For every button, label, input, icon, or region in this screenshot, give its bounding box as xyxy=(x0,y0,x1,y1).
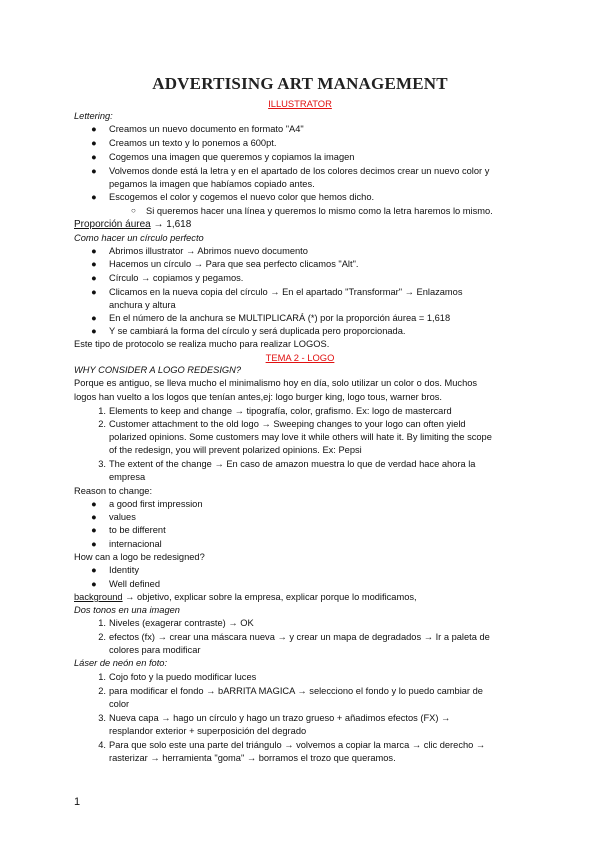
bullet-icon: ● xyxy=(91,246,97,256)
circle-bullet-icon: ○ xyxy=(131,206,136,215)
numbered-item-line: color xyxy=(109,699,130,709)
numbered-item-line: Customer attachment to the old logo → Sweeping changes to your logo can often yield xyxy=(109,419,466,429)
bullet-icon: ● xyxy=(91,287,97,297)
list-number: 1. xyxy=(98,672,106,682)
section-subtitle-illustrator: ILLUSTRATOR xyxy=(268,98,332,109)
list-item: Identity xyxy=(109,565,139,575)
how-heading: How can a logo be redesigned? xyxy=(74,552,205,562)
list-number: 1. xyxy=(98,618,106,628)
list-item: Abrimos illustrator → Abrimos nuevo documento xyxy=(109,246,308,256)
list-number: 2. xyxy=(98,632,106,642)
numbered-item-line: colores para modificar xyxy=(109,645,201,655)
bullet-icon: ● xyxy=(91,138,97,148)
page-number: 1 xyxy=(74,796,81,808)
list-number: 3. xyxy=(98,459,106,469)
golden-ratio-value: → 1,618 xyxy=(150,219,192,230)
list-item: Círculo → copiamos y pegamos. xyxy=(109,273,244,283)
bullet-icon: ● xyxy=(91,579,97,589)
numbered-item-line: para modificar el fondo → bARRITA MAGICA → selecciono el fondo y lo puedo cambiar de xyxy=(109,686,483,696)
list-number: 3. xyxy=(98,713,106,723)
background-label: background xyxy=(74,592,123,602)
bullet-icon: ● xyxy=(91,499,97,509)
why-heading: WHY CONSIDER A LOGO REDESIGN? xyxy=(74,365,242,375)
list-item: Creamos un nuevo documento en formato "A4" xyxy=(109,124,304,134)
numbered-item-line: polarized opinions. Some customers may love it while others will hate it. By limiting the scope xyxy=(109,432,492,442)
bullet-icon: ● xyxy=(91,152,97,162)
list-item: to be different xyxy=(109,525,166,535)
list-number: 2. xyxy=(98,686,106,696)
golden-ratio-line xyxy=(74,219,534,231)
list-item: Well defined xyxy=(109,579,160,589)
list-item: En el número de la anchura se MULTIPLICARÁ (*) por la proporción áurea = 1,618 xyxy=(109,313,451,323)
reason-heading: Reason to change: xyxy=(74,486,153,496)
bullet-icon: ● xyxy=(91,525,97,535)
numbered-item-line: empresa xyxy=(109,472,146,482)
numbered-item-line: Para que solo este una parte del triángulo → volvemos a copiar la marca → clic derecho → xyxy=(109,740,486,750)
why-paragraph-line: Porque es antiguo, se lleva mucho el minimalismo hoy en día, solo utilizar un color o dos. Muchos xyxy=(74,378,478,388)
list-number: 2. xyxy=(98,419,106,429)
golden-ratio-label: Proporción áurea xyxy=(74,219,151,230)
numbered-item-line: Cojo foto y la puedo modificar luces xyxy=(109,672,257,682)
laser-heading: Láser de neón en foto: xyxy=(74,658,168,668)
numbered-item-line: Nueva capa → hago un círculo y hago un trazo grueso + añadimos efectos (FX) → xyxy=(109,713,451,723)
background-line xyxy=(74,592,534,604)
bullet-icon: ● xyxy=(91,512,97,522)
numbered-item-line: rasterizar → herramienta "goma" → borramos el trozo que queramos. xyxy=(109,753,396,763)
lettering-heading: Lettering: xyxy=(74,111,113,121)
bullet-icon: ● xyxy=(91,313,97,323)
why-paragraph-line: logos han vuelto a los logos que tenían antes,ej: logo burger king, logo tous, warner bros. xyxy=(74,392,442,402)
section-subtitle-tema2: TEMA 2 - LOGO xyxy=(265,352,335,363)
list-item-line: Clicamos en la nueva copia del círculo → En el apartado "Transformar" → Enlazamos xyxy=(109,287,463,297)
numbered-item-line: efectos (fx) → crear una máscara nueva → y crear un mapa de degradados → Ir a paleta de xyxy=(109,632,490,642)
bullet-icon: ● xyxy=(91,565,97,575)
numbered-item-line: of the redesign, you will prevent polarized opinions. Ex: Pepsi xyxy=(109,445,362,455)
bullet-icon: ● xyxy=(91,166,97,176)
list-item: Creamos un texto y lo ponemos a 600pt. xyxy=(109,138,277,148)
list-item: internacional xyxy=(109,539,162,549)
numbered-item-line: Niveles (exagerar contraste) → OK xyxy=(109,618,254,628)
list-item-line: pegamos la imagen que habíamos copiado antes. xyxy=(109,179,315,189)
background-text: → objetivo, explicar sobre la empresa, explicar porque lo modificamos, xyxy=(122,592,417,602)
document-title: ADVERTISING ART MANAGEMENT xyxy=(152,74,448,93)
list-item: Escogemos el color y cogemos el nuevo color que hemos dicho. xyxy=(109,192,375,202)
sub-list-item: Si queremos hacer una línea y queremos lo mismo como la letra haremos lo mismo. xyxy=(146,206,493,216)
list-item: Cogemos una imagen que queremos y copiamos la imagen xyxy=(109,152,355,162)
protocol-line: Este tipo de protocolo se realiza mucho para realizar LOGOS. xyxy=(74,339,330,349)
bullet-icon: ● xyxy=(91,539,97,549)
list-item-line: Volvemos donde está la letra y en el apartado de los colores decimos crear un nuevo color y xyxy=(109,166,490,176)
list-number: 1. xyxy=(98,406,106,416)
bullet-icon: ● xyxy=(91,326,97,336)
list-item-line: anchura y altura xyxy=(109,300,176,310)
dos-tonos-heading: Dos tonos en una imagen xyxy=(74,605,180,615)
bullet-icon: ● xyxy=(91,259,97,269)
bullet-icon: ● xyxy=(91,273,97,283)
bullet-icon: ● xyxy=(91,192,97,202)
list-item: a good first impression xyxy=(109,499,203,509)
numbered-item-line: The extent of the change → En caso de amazon muestra lo que de verdad hace ahora la xyxy=(109,459,476,469)
list-item: values xyxy=(109,512,136,522)
numbered-item-line: Elements to keep and change → tipografía, color, grafismo. Ex: logo de mastercard xyxy=(109,406,452,416)
circle-heading: Como hacer un círculo perfecto xyxy=(74,233,204,243)
list-item: Y se cambiará la forma del círculo y será duplicada pero proporcionada. xyxy=(109,326,406,336)
list-number: 4. xyxy=(98,740,106,750)
list-item: Hacemos un círculo → Para que sea perfecto clicamos "Alt". xyxy=(109,259,359,269)
numbered-item-line: resplandor exterior + superposición del degrado xyxy=(109,726,307,736)
bullet-icon: ● xyxy=(91,124,97,134)
